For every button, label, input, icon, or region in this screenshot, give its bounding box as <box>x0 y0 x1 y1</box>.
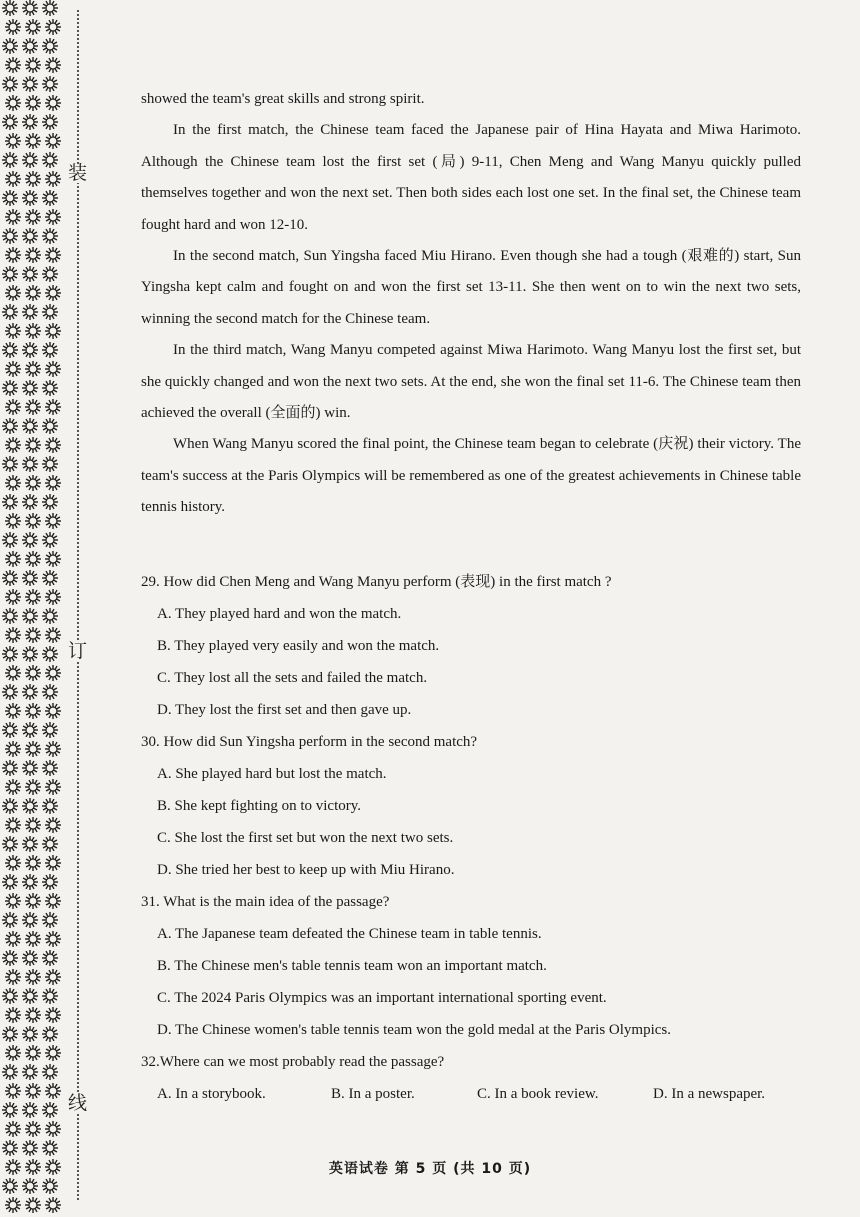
passage-paragraph: showed the team's great skills and strong spirit. <box>141 91 425 107</box>
reading-passage <box>141 84 801 524</box>
option-c: C. They lost all the sets and failed the match. <box>157 669 428 686</box>
gear-pattern-icon <box>0 0 62 1217</box>
option-c: C. In a book review. <box>477 1085 599 1102</box>
option-d: D. In a newspaper. <box>653 1085 766 1102</box>
option-a: A. In a storybook. <box>157 1085 266 1102</box>
option-b: B. They played very easily and won the match. <box>157 637 440 654</box>
margin-pattern <box>0 0 62 1217</box>
option-c: C. The 2024 Paris Olympics was an important international sporting event. <box>157 989 607 1006</box>
passage-paragraph: In the first match, the Chinese team faced the Japanese pair of Hina Hayata and Miwa Harimoto. Although the Chinese team lost the first set (局) 9-11, Chen Meng and Wang Manyu quickly pulled themselves together and won the next set. Then both sides each lost one set. In the final set, the Chinese team fought hard and won 12-10. <box>141 122 801 233</box>
binding-line <box>77 10 79 1200</box>
option-d: D. The Chinese women's table tennis team won the gold medal at the Paris Olympics. <box>157 1021 671 1038</box>
option-d: D. She tried her best to keep up with Miu Hirano. <box>157 861 455 878</box>
question-30 <box>141 726 801 886</box>
option-b: B. She kept fighting on to victory. <box>157 797 362 814</box>
question-stem: 31. What is the main idea of the passage? <box>141 893 390 910</box>
page-footer: 英语试卷 第 5 页 (共 10 页) <box>328 1161 532 1177</box>
option-d: D. They lost the first set and then gave up. <box>157 701 412 718</box>
option-a: A. They played hard and won the match. <box>157 605 402 622</box>
question-31 <box>141 886 801 1046</box>
binding-char-bottom: 线 <box>68 1092 88 1114</box>
option-b: B. The Chinese men's table tennis team won an important match. <box>157 957 547 974</box>
page-content <box>141 84 801 1110</box>
binding-char-top: 装 <box>68 162 88 184</box>
passage-paragraph: When Wang Manyu scored the final point, the Chinese team began to celebrate (庆祝) their victory. The team's success at the Paris Olympics will be remembered as one of the greatest achievements in Chinese table tennis history. <box>141 436 801 516</box>
option-c: C. She lost the first set but won the next two sets. <box>157 829 454 846</box>
options-row <box>141 1078 801 1110</box>
option-a: A. The Japanese team defeated the Chinese team in table tennis. <box>157 925 542 942</box>
question-list <box>141 566 801 1110</box>
question-stem: 32.Where can we most probably read the passage? <box>141 1053 445 1070</box>
question-stem: 30. How did Sun Yingsha perform in the second match? <box>141 733 478 750</box>
binding-char-middle: 订 <box>68 640 88 662</box>
option-b: B. In a poster. <box>331 1085 415 1102</box>
option-a: A. She played hard but lost the match. <box>157 765 387 782</box>
passage-paragraph: In the third match, Wang Manyu competed against Miwa Harimoto. Wang Manyu lost the first set, but she quickly changed and won the next two sets. At the end, she won the final set 11-6. The Chinese team then achieved the overall (全面的) win. <box>141 342 801 422</box>
question-32 <box>141 1046 801 1110</box>
passage-paragraph: In the second match, Sun Yingsha faced Miu Hirano. Even though she had a tough (艰难的) start, Sun Yingsha kept calm and fought on and won the first set 13-11. She then went on to win the next two sets, winning the second match for the Chinese team. <box>141 248 801 327</box>
question-stem: 29. How did Chen Meng and Wang Manyu perform (表现) in the first match ? <box>141 573 612 590</box>
question-29 <box>141 566 801 726</box>
